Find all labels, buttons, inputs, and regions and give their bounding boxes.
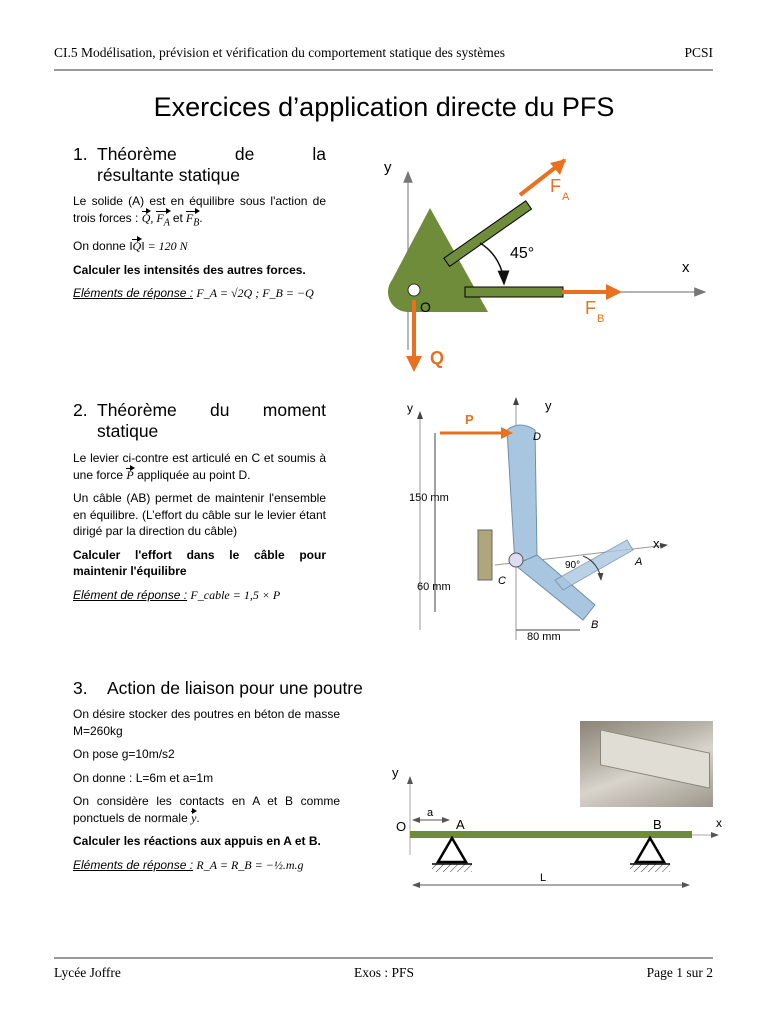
ex2-p2: Un câble (AB) permet de maintenir l'ensemble en équilibre. (L’effort du câble sur le levier étant dirigé par la direction du câble)	[73, 491, 326, 538]
force-q-arrow	[406, 356, 422, 372]
ex2-answer-label: Elément de réponse :	[73, 587, 188, 602]
y-label: y	[384, 159, 392, 176]
force-fa-arrow	[550, 159, 566, 175]
fb-sub: B	[597, 313, 605, 325]
q-label: Q	[430, 348, 445, 368]
pivot-o	[408, 284, 420, 296]
a-dim-label: a	[427, 807, 434, 819]
ex2-figure	[395, 390, 715, 650]
ex1-heading	[73, 144, 326, 186]
fa-label: F	[550, 176, 561, 196]
ex2-p1b: appliquée au point D.	[137, 467, 251, 482]
point-a-label: A	[456, 817, 465, 832]
ex2-title-line1: Théorème du moment	[97, 400, 326, 420]
lever-upper	[507, 425, 537, 565]
angle-label: 90°	[565, 560, 581, 571]
b-label: B	[591, 619, 599, 631]
y2-label: y	[545, 398, 552, 413]
d-label: D	[533, 431, 541, 443]
ex2-text: Le levier ci-contre est articulé en C et soumis à une force P appliquée au point D. Un câble (AB) permet de maintenir l'ensemble en équilibre. (L’effort du câble sur le levier étant dirigé par la direction du câble) Calculer l'effort dans le câble pour maintenir l'équilibre Elément de réponse : F_cable = 1,5 × P	[73, 451, 326, 602]
ex1-text: Le solide (A) est en équilibre sous l'action de trois forces : Q, $F_A$ et $F_B$. On donne ‖Q‖ = 120 N Calculer les intensités des autres forces. Eléments de réponse : F_A = √2Q ; F_B = −Q	[73, 194, 326, 301]
ex3-text: On désire stocker des poutres en béton de masse M=260kg On pose g=10m/s2 On donne : L=6m et a=1m On considère les contacts en A et B comme ponctuels de normale y. Calculer les réactions aux appuis en A et B. Eléments de réponse : R_A = R_B = −½.m.g	[73, 707, 340, 872]
o-label: O	[420, 299, 431, 315]
force-fb-arrow	[606, 284, 622, 300]
a-label: A	[635, 556, 643, 568]
ex2-number: 2.	[73, 400, 88, 420]
ex2-answer: F_cable = 1,5 × P	[190, 587, 281, 602]
footer-right: Page 1 sur 2	[646, 965, 713, 980]
o-label: O	[396, 819, 407, 834]
c-label: C	[498, 575, 506, 587]
l-dim-label: L	[540, 872, 547, 884]
header-class: PCSI	[684, 45, 713, 60]
ex3-question: Calculer les réactions aux appuis en A et B.	[73, 834, 321, 848]
angle-label: 45°	[510, 245, 535, 262]
support-a	[438, 838, 466, 862]
ex2-p1: Le levier ci-contre est articulé en C et soumis à une force	[73, 451, 326, 482]
ex3-p3: On donne : L=6m et a=1m	[73, 770, 214, 785]
footer-center: Exos : PFS	[353, 965, 415, 980]
ground-b	[630, 864, 670, 872]
ex1-p1: Le solide (A) est en équilibre sous l'action de trois forces :	[73, 194, 326, 225]
header-rule	[54, 69, 713, 71]
ex3-title: Action de liaison pour une poutre	[107, 678, 363, 698]
p-label: P	[465, 412, 474, 427]
footer-rule	[54, 957, 713, 959]
dim-150: 150 mm	[409, 492, 449, 504]
y-label: y	[392, 765, 399, 780]
page-title: Exercices d’application directe du PFS	[153, 92, 615, 122]
ex2-question: Calculer l'effort dans le câble pour maintenir l'équilibre	[73, 547, 326, 578]
ex3-p1: On désire stocker des poutres en béton de masse M=260kg	[73, 707, 340, 738]
ex1-answer-label: Eléments de réponse :	[73, 286, 194, 301]
y1-label: y	[407, 401, 413, 415]
ex1-answer: F_A = √2Q ; F_B = −Q	[196, 286, 314, 301]
support-b	[636, 838, 664, 862]
ex3-answer-label: Eléments de réponse :	[73, 857, 194, 872]
dim-80: 80 mm	[527, 631, 561, 643]
ex3-number: 3.	[73, 678, 88, 698]
x-label: x	[653, 536, 660, 551]
ex2-heading	[73, 400, 326, 442]
x-label: x	[682, 259, 690, 276]
pivot-c	[509, 553, 523, 567]
point-b-label: B	[653, 817, 662, 832]
ex1-p2: On donne	[73, 239, 126, 254]
fb-label: F	[585, 298, 596, 318]
ex3-figure	[380, 765, 720, 895]
dim-60: 60 mm	[417, 581, 451, 593]
ground-a	[432, 864, 472, 872]
ex1-title-line2: résultante statique	[97, 165, 241, 185]
ex1-question: Calculer les intensités des autres forces.	[73, 262, 306, 277]
wall-support	[478, 530, 492, 580]
ex1-title-line1: Théorème de la	[97, 144, 326, 164]
x-label: x	[716, 816, 722, 830]
ex1-figure	[370, 140, 715, 385]
fa-sub: A	[562, 191, 570, 203]
ex3-heading	[73, 678, 413, 699]
ex1-number: 1.	[73, 144, 88, 164]
ex3-answer: R_A = R_B = −½.m.g	[196, 857, 304, 872]
ex3-p4: On considère les contacts en A et B comme ponctuels de normale	[73, 794, 340, 825]
bar-b	[465, 287, 563, 297]
ex3-p2: On pose g=10m/s2	[73, 747, 175, 761]
ex2-title-line2: statique	[97, 421, 159, 441]
header-course: CI.5 Modélisation, prévision et vérification du comportement statique des systèmes	[54, 45, 506, 60]
footer-left: Lycée Joffre	[54, 965, 121, 980]
angle-arc	[480, 243, 504, 284]
